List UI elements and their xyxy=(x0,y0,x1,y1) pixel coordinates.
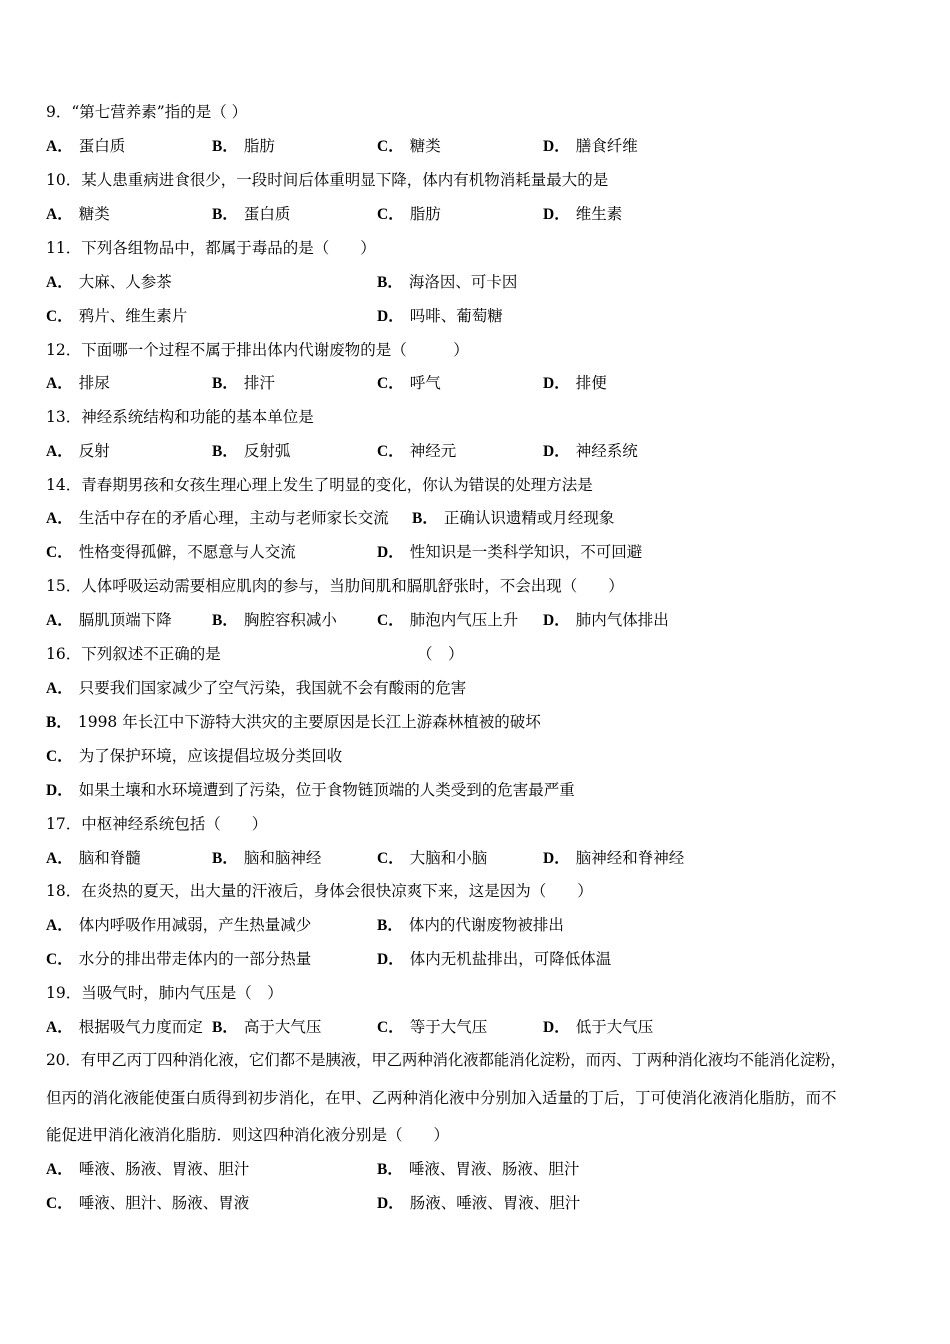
question-14-options-row2 xyxy=(46,542,926,562)
question-18-options-row1 xyxy=(46,915,926,935)
option-c[interactable]: C． 鸦片、维生素片 xyxy=(46,307,188,325)
option-c[interactable]: C． 等于大气压 xyxy=(377,1018,488,1036)
option-b[interactable]: B． 脂肪 xyxy=(212,137,275,155)
option-b[interactable]: B． 唾液、胃液、肠液、胆汁 xyxy=(377,1160,580,1178)
question-20-options-row1 xyxy=(46,1159,926,1179)
question-10-stem: 10．某人患重病进食很少，一段时间后体重明显下降，体内有机物消耗量最大的是 xyxy=(46,171,609,189)
question-18-options-row2 xyxy=(46,949,926,969)
question-11-options-row1 xyxy=(46,272,926,292)
option-a[interactable]: A． 只要我们国家减少了空气污染，我国就不会有酸雨的危害 xyxy=(46,679,467,697)
option-b[interactable]: B． 高于大气压 xyxy=(212,1018,322,1036)
option-a[interactable]: A． 糖类 xyxy=(46,205,110,223)
question-20-options-row2 xyxy=(46,1193,926,1213)
option-c[interactable]: C． 唾液、胆汁、肠液、胃液 xyxy=(46,1194,250,1212)
option-b[interactable]: B． 正确认识遗精或月经现象 xyxy=(412,509,615,527)
option-d[interactable]: D． 低于大气压 xyxy=(543,1018,654,1036)
option-d[interactable]: D． 吗啡、葡萄糖 xyxy=(377,307,503,325)
option-d[interactable]: D． 肠液、唾液、胃液、胆汁 xyxy=(377,1194,581,1212)
option-d[interactable]: D． 性知识是一类科学知识，不可回避 xyxy=(377,543,643,561)
option-a[interactable]: A． 根据吸气力度而定 xyxy=(46,1018,203,1036)
question-12-stem: 12．下面哪一个过程不属于排出体内代谢废物的是（ ） xyxy=(46,341,469,359)
question-12-options xyxy=(46,373,926,393)
option-a[interactable]: A． 体内呼吸作用减弱，产生热量减少 xyxy=(46,916,312,934)
option-b[interactable]: B． 海洛因、可卡因 xyxy=(377,273,518,291)
option-c[interactable]: C． 呼气 xyxy=(377,374,441,392)
question-10-options xyxy=(46,204,926,224)
option-b[interactable]: B． 体内的代谢废物被排出 xyxy=(377,916,564,934)
question-9-stem: 9．“第七营养素”指的是（ ） xyxy=(46,103,248,121)
question-19-stem: 19．当吸气时，肺内气压是（ ） xyxy=(46,984,283,1002)
option-b[interactable]: B． 1998 年长江中下游特大洪灾的主要原因是长江上游森林植被的破坏 xyxy=(46,713,541,731)
question-20-stem-line1: 20．有甲乙丙丁四种消化液，它们都不是胰液，甲乙两种消化液都能消化淀粉，而丙、丁两种消化液均不能消化淀粉， xyxy=(46,1051,846,1069)
question-11-stem: 11．下列各组物品中，都属于毒品的是（ ） xyxy=(46,239,376,257)
option-b[interactable]: B． 蛋白质 xyxy=(212,205,291,223)
option-c[interactable]: C． 肺泡内气压上升 xyxy=(377,611,519,629)
option-a[interactable]: A． 蛋白质 xyxy=(46,137,126,155)
option-a[interactable]: A． 膈肌顶端下降 xyxy=(46,611,172,629)
option-b[interactable]: B． 反射弧 xyxy=(212,442,291,460)
option-a[interactable]: A． 唾液、肠液、胃液、胆汁 xyxy=(46,1160,250,1178)
option-c[interactable]: C． 性格变得孤僻，不愿意与人交流 xyxy=(46,543,296,561)
option-d[interactable]: D． 脑神经和脊神经 xyxy=(543,849,685,867)
option-a[interactable]: A． 排尿 xyxy=(46,374,110,392)
question-11-options-row2 xyxy=(46,306,926,326)
option-b[interactable]: B． 胸腔容积减小 xyxy=(212,611,337,629)
option-c[interactable]: C． 神经元 xyxy=(377,442,457,460)
question-15-options xyxy=(46,610,926,630)
option-a[interactable]: A． 脑和脊髓 xyxy=(46,849,141,867)
question-17-options xyxy=(46,848,926,868)
option-a[interactable]: A． 大麻、人参茶 xyxy=(46,273,172,291)
question-19-options xyxy=(46,1017,926,1037)
option-d[interactable]: D． 维生素 xyxy=(543,205,623,223)
question-17-stem: 17．中枢神经系统包括（ ） xyxy=(46,815,268,833)
option-d[interactable]: D． 体内无机盐排出，可降低体温 xyxy=(377,950,612,968)
question-13-options xyxy=(46,441,926,461)
question-18-stem: 18．在炎热的夏天，出大量的汗液后，身体会很快凉爽下来，这是因为（ ） xyxy=(46,882,593,900)
option-c[interactable]: C． 大脑和小脑 xyxy=(377,849,488,867)
option-a[interactable]: A． 反射 xyxy=(46,442,110,460)
option-d[interactable]: D． 神经系统 xyxy=(543,442,638,460)
question-14-stem: 14．青春期男孩和女孩生理心理上发生了明显的变化，你认为错误的处理方法是 xyxy=(46,476,593,494)
question-20-stem-line2: 但丙的消化液能使蛋白质得到初步消化，在甲、乙两种消化液中分别加入适量的丁后，丁可使消化液消化脂肪，而不 xyxy=(46,1089,837,1107)
option-c[interactable]: C． 水分的排出带走体内的一部分热量 xyxy=(46,950,312,968)
question-13-stem: 13．神经系统结构和功能的基本单位是 xyxy=(46,408,314,426)
option-c[interactable]: C． 脂肪 xyxy=(377,205,441,223)
option-d[interactable]: D． 如果土壤和水环境遭到了污染，位于食物链顶端的人类受到的危害最严重 xyxy=(46,781,575,799)
question-16-stem: 16．下列叙述不正确的是 xyxy=(46,645,221,663)
option-c[interactable]: C． 糖类 xyxy=(377,137,441,155)
question-20-stem-line3: 能促进甲消化液消化脂肪．则这四种消化液分别是（ ） xyxy=(46,1126,450,1144)
option-c[interactable]: C． 为了保护环境，应该提倡垃圾分类回收 xyxy=(46,747,343,765)
question-15-stem: 15．人体呼吸运动需要相应肌肉的参与，当肋间肌和膈肌舒张时，不会出现（ ） xyxy=(46,577,624,595)
option-d[interactable]: D． 肺内气体排出 xyxy=(543,611,669,629)
question-9-options xyxy=(46,136,926,156)
answer-paren: （ ） xyxy=(417,645,464,663)
option-a[interactable]: A． 生活中存在的矛盾心理，主动与老师家长交流 xyxy=(46,509,389,527)
option-b[interactable]: B． 排汗 xyxy=(212,374,275,392)
option-b[interactable]: B． 脑和脑神经 xyxy=(212,849,322,867)
option-d[interactable]: D． 排便 xyxy=(543,374,607,392)
option-d[interactable]: D． 膳食纤维 xyxy=(543,137,638,155)
question-14-options-row1 xyxy=(46,508,926,528)
